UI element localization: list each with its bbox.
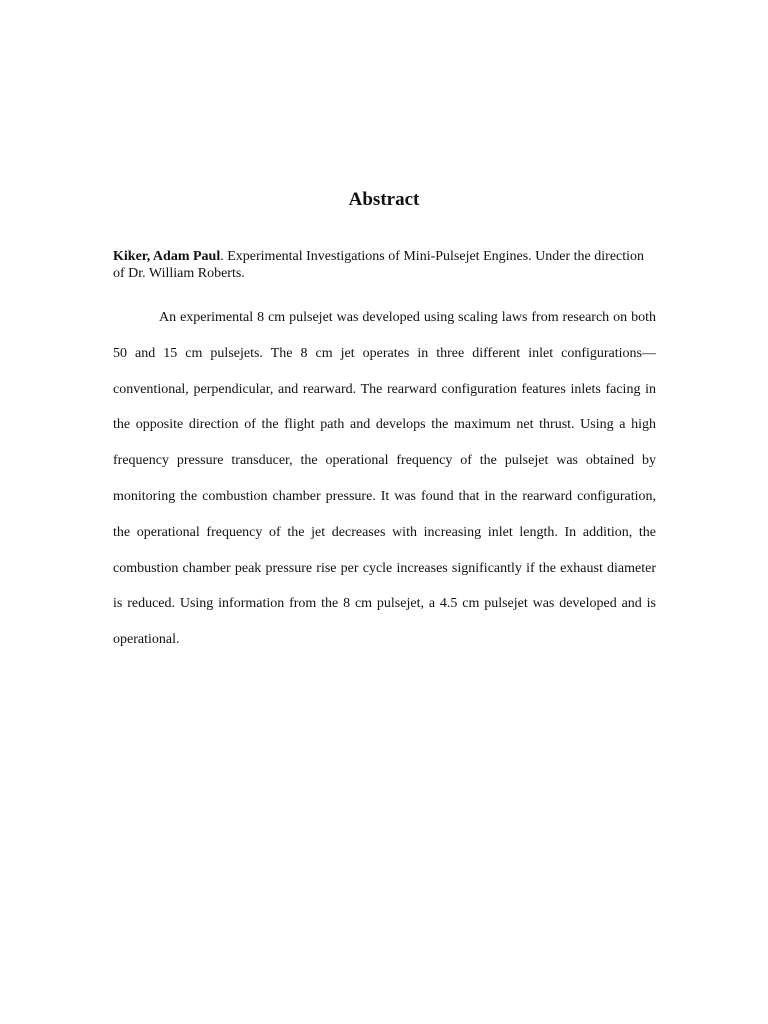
citation-text: . Experimental Investigations of Mini-Pulsejet Engines. Under the direction of Dr. William Roberts.	[113, 249, 645, 281]
abstract-title: Abstract	[348, 189, 420, 210]
abstract-body: An experimental 8 cm pulsejet was developed using scaling laws from research on both 50 and 15 cm pulsejets. The 8 cm jet operates in three different inlet configurations—conventional, perpendicular, and rearward. The rearward configuration features inlets facing in the opposite direction of the flight path and develops the maximum net thrust. Using a high frequency pressure transducer, the operational frequency of the pulsejet was obtained by monitoring the combustion chamber pressure. It was found that in the rearward configuration, the operational frequency of the jet decreases with increasing inlet length. In addition, the combustion chamber peak pressure rise per cycle increases significantly if the exhaust diameter is reduced. Using information from the 8 cm pulsejet, a 4.5 cm pulsejet was developed and is operational.	[113, 310, 656, 648]
author-name: Kiker, Adam Paul	[113, 249, 221, 264]
citation-paragraph	[113, 248, 658, 282]
